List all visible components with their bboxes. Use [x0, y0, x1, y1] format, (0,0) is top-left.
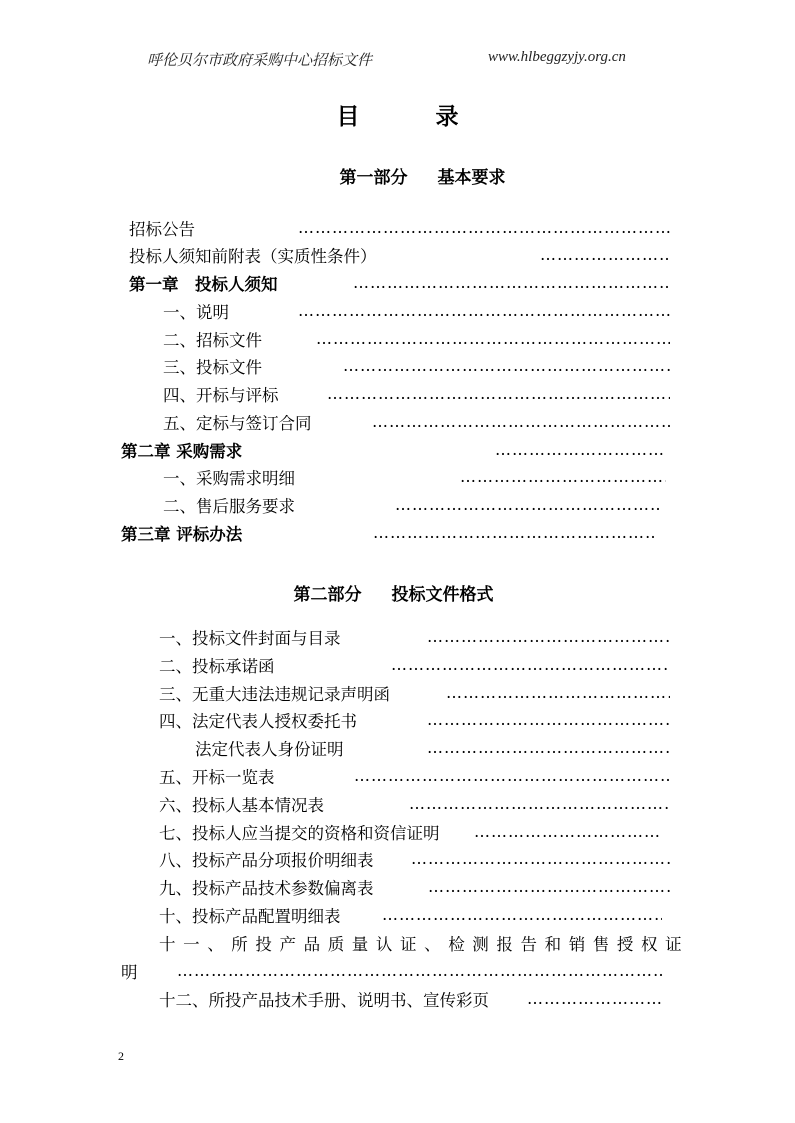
toc-entry: [195, 737, 674, 763]
toc-entry: [159, 626, 674, 652]
toc-leader-dots: [411, 846, 670, 872]
toc-entry: [163, 466, 674, 492]
toc-entry-text: 五、开标一览表: [159, 768, 275, 787]
part1-name: 基本要求: [437, 168, 506, 188]
toc-leader-dots: [391, 652, 670, 678]
toc-entry: [163, 300, 674, 326]
toc-entry-text: 第二章 采购需求: [121, 442, 243, 461]
toc-entry-text: 九、投标产品技术参数偏离表: [159, 879, 374, 898]
toc-entry-text: 八、投标产品分项报价明细表: [159, 851, 374, 870]
part1-label: 第一部分: [339, 168, 408, 188]
toc-leader-dots: [427, 707, 670, 733]
toc-entry-text: 一、说明: [163, 303, 229, 322]
toc-entry-text: 六、投标人基本情况表: [159, 796, 324, 815]
toc-leader-dots: [354, 763, 670, 789]
toc-entry-text: 五、定标与签订合同: [163, 414, 312, 433]
part2-heading: [0, 580, 791, 605]
toc-entry-text: 明: [121, 963, 138, 982]
toc-leader-dots: [177, 958, 664, 984]
toc-entry-text: 七、投标人应当提交的资格和资信证明: [159, 824, 440, 843]
toc-entry: [159, 682, 674, 708]
toc-entry-text: 十一、所投产品质量认证、检测报告和销售授权证: [159, 935, 690, 954]
toc-leader-dots: [427, 735, 670, 761]
toc-leader-dots: [298, 215, 670, 241]
toc-entry-text: 一、采购需求明细: [163, 469, 295, 488]
toc-entry: [129, 217, 674, 243]
toc-entry-text: 二、售后服务要求: [163, 497, 295, 516]
header-org: 呼伦贝尔市政府采购中心招标文件: [147, 53, 373, 69]
toc-entry: [163, 494, 674, 520]
toc-entry: [159, 876, 674, 902]
toc-entry-text: 四、开标与评标: [163, 386, 279, 405]
toc-leader-dots: [298, 298, 670, 324]
toc-entry-text: 四、法定代表人授权委托书: [159, 712, 357, 731]
toc-entry: [159, 821, 674, 847]
toc-leader-dots: [316, 326, 670, 352]
toc-leader-dots: [495, 437, 663, 463]
toc-entry: [159, 793, 674, 819]
toc-leader-dots: [409, 791, 670, 817]
toc-entry: [159, 654, 674, 680]
toc-entry-text: 投标人须知前附表（实质性条件）: [129, 247, 377, 266]
toc-entry: [159, 904, 674, 930]
page-number: 2: [118, 1049, 124, 1063]
toc-entry-text: 三、投标文件: [163, 358, 262, 377]
toc-entry: [163, 383, 674, 409]
toc-entry-text: 三、无重大违法违规记录声明函: [159, 685, 390, 704]
toc-entry: [159, 932, 690, 958]
toc-leader-dots: [427, 624, 670, 650]
toc-entry: [163, 328, 674, 354]
toc-entry-text: 第三章 评标办法: [121, 525, 243, 544]
page-header: [0, 49, 795, 71]
part2-name: 投标文件格式: [391, 585, 494, 605]
toc-leader-dots: [428, 874, 670, 900]
toc-entry-text: 十、投标产品配置明细表: [159, 907, 341, 926]
title-char-1: 目: [336, 103, 360, 130]
toc-entry-continuation: [121, 960, 666, 986]
toc-entry: [159, 765, 674, 791]
toc-entry-text: 第一章 投标人须知: [129, 275, 278, 294]
toc-entry-text: 十二、所投产品技术手册、说明书、宣传彩页: [159, 991, 489, 1010]
toc-entry: [163, 411, 674, 437]
toc-leader-dots: [460, 464, 666, 490]
title-char-2: 录: [435, 103, 459, 130]
toc-entry-text: 法定代表人身份证明: [195, 740, 344, 759]
toc-chapter: [121, 522, 666, 548]
toc-leader-dots: [527, 986, 662, 1012]
toc-entry: [129, 244, 674, 270]
part1-heading: [25, 163, 795, 188]
toc-leader-dots: [372, 409, 670, 435]
page-title: [0, 98, 795, 131]
toc-entry-text: 一、投标文件封面与目录: [159, 629, 341, 648]
toc-leader-dots: [343, 353, 670, 379]
toc-leader-dots: [353, 270, 670, 296]
toc-chapter: [129, 272, 674, 298]
toc-entry-text: 招标公告: [129, 220, 195, 239]
header-url: www.hlbeggzyjy.org.cn: [488, 49, 626, 65]
toc-entry: [159, 709, 674, 735]
toc-entry: [163, 355, 674, 381]
part2-label: 第二部分: [293, 585, 362, 605]
toc-leader-dots: [474, 819, 662, 845]
toc-chapter: [121, 439, 666, 465]
toc-leader-dots: [395, 492, 659, 518]
toc-leader-dots: [446, 680, 670, 706]
toc-entry: [159, 848, 674, 874]
toc-entry-text: 二、投标承诺函: [159, 657, 275, 676]
toc-leader-dots: [382, 902, 662, 928]
toc-leader-dots: [373, 520, 655, 546]
toc-leader-dots: [327, 381, 670, 407]
toc-entry-text: 二、招标文件: [163, 331, 262, 350]
toc-entry: [159, 988, 674, 1014]
toc-leader-dots: [540, 242, 670, 268]
